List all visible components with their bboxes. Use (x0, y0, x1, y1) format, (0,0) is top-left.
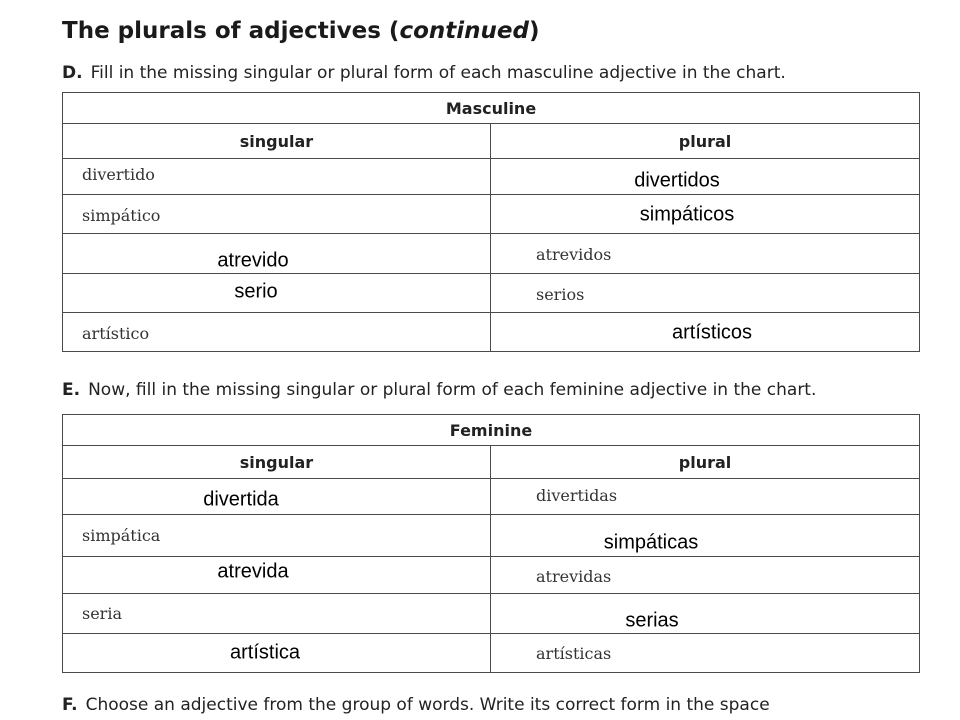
header-singular: singular (63, 124, 491, 159)
title-close: ) (528, 18, 540, 44)
section-letter-e: E. (62, 380, 81, 400)
typed-answer: atrevido (217, 249, 289, 272)
singular-cell[interactable] (63, 557, 491, 594)
feminine-chart (62, 414, 920, 673)
section-letter-f: F. (62, 695, 78, 715)
printed-word: artísticas (536, 644, 612, 663)
table-row (63, 634, 920, 673)
table-row (63, 195, 920, 234)
section-letter-d: D. (62, 63, 83, 83)
table-row (63, 274, 920, 313)
printed-word: simpática (82, 526, 161, 545)
table-row (63, 515, 920, 557)
plural-cell[interactable] (491, 557, 920, 594)
singular-cell[interactable] (63, 195, 491, 234)
typed-answer: divertidos (634, 169, 720, 192)
printed-word: simpático (82, 206, 161, 225)
table-row (63, 159, 920, 195)
title-main: The plurals of adjectives ( (62, 18, 400, 44)
plural-cell[interactable] (491, 515, 920, 557)
instruction-e (62, 380, 816, 400)
plural-cell[interactable] (491, 479, 920, 515)
typed-answer: atrevida (217, 560, 289, 583)
instruction-text-e: Now, fill in the missing singular or plural form of each feminine adjective in the chart. (88, 380, 817, 400)
header-plural: plural (491, 124, 920, 159)
singular-cell[interactable] (63, 234, 491, 274)
printed-word: artístico (82, 324, 150, 343)
plural-cell[interactable] (491, 594, 920, 634)
typed-answer: simpáticos (639, 203, 735, 226)
singular-cell[interactable] (63, 594, 491, 634)
table-row (63, 479, 920, 515)
table-row (63, 234, 920, 274)
typed-answer: serio (234, 280, 278, 303)
instruction-text-d: Fill in the missing singular or plural form of each masculine adjective in the chart. (90, 63, 786, 83)
plural-cell[interactable] (491, 313, 920, 352)
page-title (62, 18, 539, 44)
typed-answer: artísticos (671, 321, 753, 344)
table-row (63, 557, 920, 594)
instruction-text-f: Choose an adjective from the group of words. Write its correct form in the space (85, 695, 770, 715)
table-row (63, 594, 920, 634)
plural-cell[interactable] (491, 274, 920, 313)
printed-word: atrevidos (536, 245, 612, 264)
header-singular: singular (63, 446, 491, 479)
printed-word: seria (82, 604, 122, 623)
singular-cell[interactable] (63, 634, 491, 673)
typed-answer: serias (625, 609, 679, 632)
plural-cell[interactable] (491, 159, 920, 195)
title-emphasis: continued (399, 18, 529, 44)
singular-cell[interactable] (63, 479, 491, 515)
plural-cell[interactable] (491, 195, 920, 234)
header-plural: plural (491, 446, 920, 479)
printed-word: divertidas (536, 486, 618, 505)
singular-cell[interactable] (63, 515, 491, 557)
masculine-chart (62, 92, 920, 352)
singular-cell[interactable] (63, 274, 491, 313)
printed-word: atrevidas (536, 567, 612, 586)
printed-word: divertido (82, 165, 155, 184)
singular-cell[interactable] (63, 313, 491, 352)
instruction-d (62, 63, 786, 83)
plural-cell[interactable] (491, 634, 920, 673)
instruction-f (62, 695, 770, 715)
printed-word: serios (536, 285, 585, 304)
plural-cell[interactable] (491, 234, 920, 274)
typed-answer: simpáticas (603, 531, 699, 554)
table-row (63, 313, 920, 352)
singular-cell[interactable] (63, 159, 491, 195)
chart-title-masculine: Masculine (63, 93, 920, 124)
typed-answer: artística (229, 641, 301, 664)
chart-title-feminine: Feminine (63, 415, 920, 446)
typed-answer: divertida (203, 488, 279, 511)
